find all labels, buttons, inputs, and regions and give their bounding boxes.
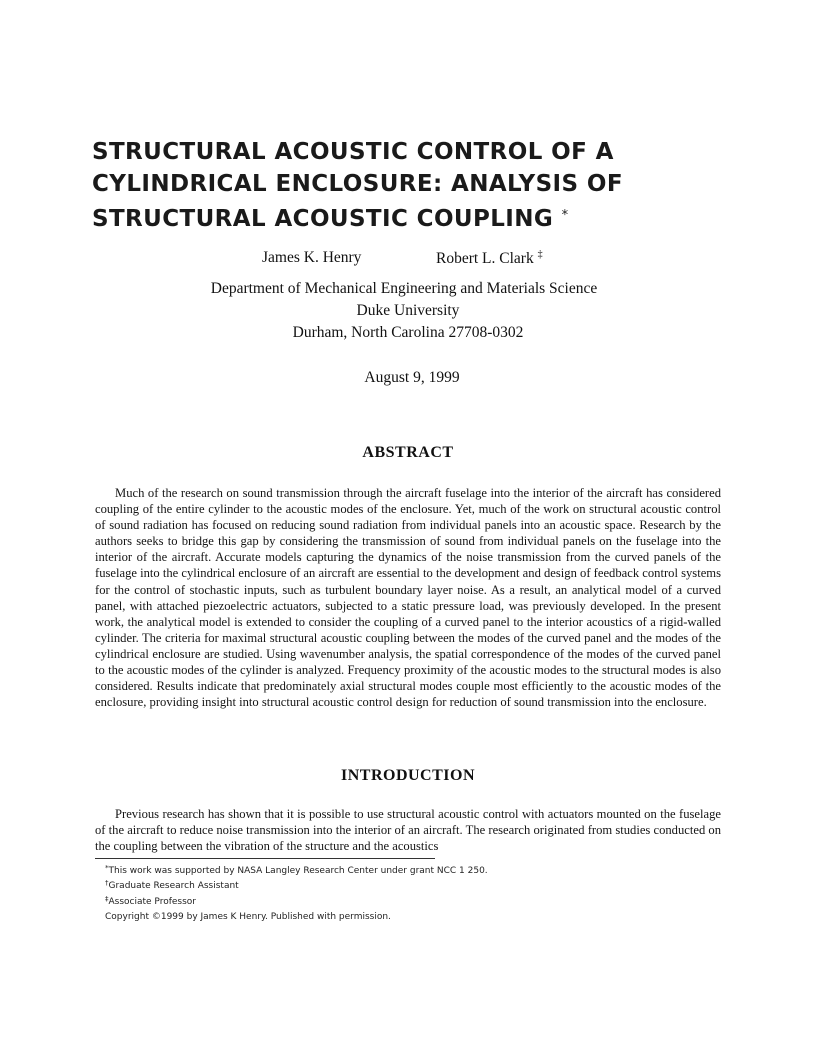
footnote-mark: † [105,879,109,888]
footnote-text: Graduate Research Assistant [108,881,239,892]
affiliation-address: Durham, North Carolina 27708-0302 [292,324,524,341]
footnote-text: Associate Professor [108,896,196,907]
introduction-paragraph: Previous research has shown that it is possible to use structural acoustic control with actuators mounted on the fuselage of the aircraft to reduce noise transmission into the interior of an aircraft. The research originated from studies conducted on the coupling between the vibration of the structure and the acoustics [95,807,721,854]
abstract-body [95,485,721,710]
title-line-text: STRUCTURAL ACOUSTIC COUPLING [92,206,554,232]
title-line: CYLINDRICAL ENCLOSURE: ANALYSIS OF [92,170,623,197]
affiliation-university: Duke University [356,302,460,319]
abstract-paragraph: Much of the research on sound transmission through the aircraft fuselage into the interior of the aircraft has considered coupling of the entire cylinder to the acoustic modes of the enclosure. Yet, much of the work on structural acoustic control of sound radiation has focused on reducing sound radiation from individual panels into an acoustic space. Research by the authors seeks to bridge this gap by considering the transmission of sound from individual panels on the fuselage into the interior of the aircraft. Accurate models capturing the dynamics of the noise transmission from the curved panels of the fuselage into the cylindrical enclosure of an aircraft are essential to the development and design of feedback control systems for the control of stochastic inputs, such as turbulent boundary layer noise. As a result, an analytical model of a curved panel, with attached piezoelectric actuators, subjected to a static pressure load, was previously developed. In the present work, the analytical model is extended to consider the coupling of a curved panel to the interior acoustics of a rigid-walled cylinder. The criteria for maximal structural acoustic coupling between the modes of the curved panel and the modes of the cylindrical enclosure are studied. Using wavenumber analysis, the spatial correspondence of the modes of the curved panel to the acoustic modes of the cylinder is analyzed. Frequency proximity of the acoustic modes to the structural modes is also considered. Results indicate that predominately axial structural modes couple most efficiently to the acoustic modes of the enclosure, providing insight into structural acoustic control design for reduction of sound transmission into the enclosure. [95,486,721,710]
footnote-mark: ‡ [105,894,109,903]
footnotes [105,862,705,923]
author-2-name: Robert L. Clark [436,250,534,267]
author-2-footnote-mark: ‡ [537,249,543,260]
introduction-heading: INTRODUCTION [340,767,475,784]
author-name [262,249,361,267]
title-line [92,200,712,236]
footnote [105,862,705,877]
paper-title [92,137,712,236]
affiliation-department: Department of Mechanical Engineering and Materials Science [210,280,598,297]
author-1-name: James K. Henry [262,249,362,266]
footnote-text: This work was supported by NASA Langley Research Center under grant NCC 1 250. [108,866,488,876]
author-name [436,249,543,268]
footnote [105,893,705,908]
footnote-mark: * [105,864,109,872]
abstract-heading: ABSTRACT [362,444,454,461]
footnote-rule [95,858,435,859]
title-line: STRUCTURAL ACOUSTIC CONTROL OF A [92,139,614,165]
paper-date: August 9, 1999 [364,369,460,386]
footnote-text: Copyright ©1999 by James K Henry. Published with permission. [105,911,391,922]
introduction-body [95,806,721,854]
footnote [105,877,705,892]
title-footnote-mark: * [561,208,569,223]
footnote [105,908,705,923]
